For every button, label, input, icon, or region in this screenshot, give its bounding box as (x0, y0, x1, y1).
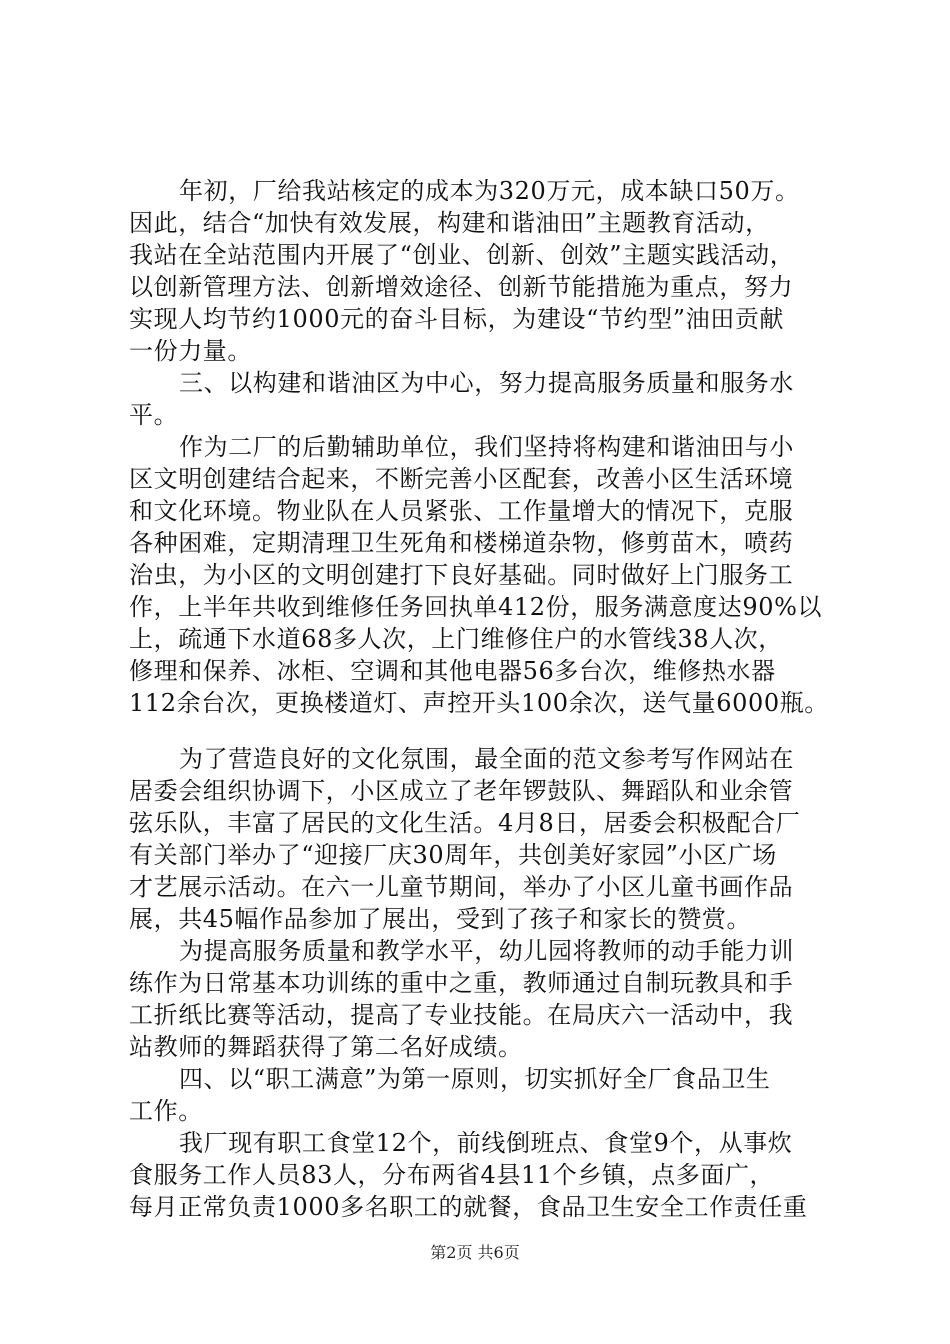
section-heading-cont: 工作。 (129, 1097, 203, 1125)
text-line: 治虫，为小区的文明创建打下良好基础。同时做好上门服务工 (129, 561, 794, 589)
page-number-footer: 第2页 共6页 (430, 1243, 520, 1262)
text-line: 弦乐队，丰富了居民的文化生活。4月8日，居委会积极配合厂 (129, 809, 801, 837)
text-line: 每月正常负责1000多名职工的就餐，食品卫生安全工作责任重 (129, 1193, 808, 1221)
section-heading: 三、以构建和谐油区为中心，努力提高服务质量和服务水 (179, 369, 794, 397)
text-line: 我厂现有职工食堂12个，前线倒班点、食堂9个，从事炊 (179, 1129, 793, 1157)
text-line: 我站在全站范围内开展了“创业、创新、创效”主题实践活动， (129, 241, 795, 269)
text-line: 和文化环境。物业队在人员紧张、工作量增大的情况下，克服 (129, 497, 794, 525)
text-line: 因此，结合“加快有效发展，构建和谐油田”主题教育活动， (129, 209, 770, 237)
section-heading-cont: 平。 (129, 401, 179, 429)
text-line: 实现人均节约1000元的奋斗目标，为建设“节约型”油田贡献 (129, 305, 785, 333)
text-line: 展，共45幅作品参加了展出，受到了孩子和家长的赞赏。 (129, 905, 752, 933)
text-line: 112余台次，更换楼道灯、声控开头100余次，送气量6000瓶。 (129, 689, 829, 717)
text-line: 一份力量。 (129, 337, 252, 365)
text-line: 年初，厂给我站核定的成本为320万元，成本缺口50万。 (179, 177, 800, 205)
text-line: 有关部门举办了“迎接厂庆30周年，共创美好家园”小区广场 (129, 841, 777, 869)
text-line: 作为二厂的后勤辅助单位，我们坚持将构建和谐油田与小 (179, 433, 794, 461)
document-body (129, 175, 834, 1223)
section-heading: 四、以“职工满意”为第一原则，切实抓好全厂食品卫生 (179, 1065, 771, 1093)
text-line: 工折纸比赛等活动，提高了专业技能。在局庆六一活动中，我 (129, 1001, 794, 1029)
text-line: 为提高服务质量和教学水平，幼儿园将教师的动手能力训 (179, 937, 794, 965)
text-line: 为了营造良好的文化氛围，最全面的范文参考写作网站在 (179, 745, 794, 773)
text-line: 练作为日常基本功训练的重中之重，教师通过自制玩教具和手 (129, 969, 794, 997)
text-line: 居委会组织协调下，小区成立了老年锣鼓队、舞蹈队和业余管 (129, 777, 794, 805)
text-line: 上，疏通下水道68多人次，上门维修住户的水管线38人次， (129, 625, 783, 653)
text-line: 以创新管理方法、创新增效途径、创新节能措施为重点，努力 (129, 273, 794, 301)
text-line: 站教师的舞蹈获得了第二名好成绩。 (129, 1033, 523, 1061)
paragraph-gap (129, 719, 834, 743)
text-line: 各种困难，定期清理卫生死角和楼梯道杂物，修剪苗木，喷药 (129, 529, 794, 557)
text-line: 修理和保养、冰柜、空调和其他电器56多台次，维修热水器 (129, 657, 776, 685)
text-line: 才艺展示活动。在六一儿童节期间，举办了小区儿童书画作品 (129, 873, 794, 901)
text-line: 作，上半年共收到维修任务回执单412份，服务满意度达90%以 (129, 593, 823, 621)
text-line: 食服务工作人员83人，分布两省4县11个乡镇，点多面广， (129, 1161, 775, 1189)
text-line: 区文明创建结合起来，不断完善小区配套，改善小区生活环境 (129, 465, 794, 493)
